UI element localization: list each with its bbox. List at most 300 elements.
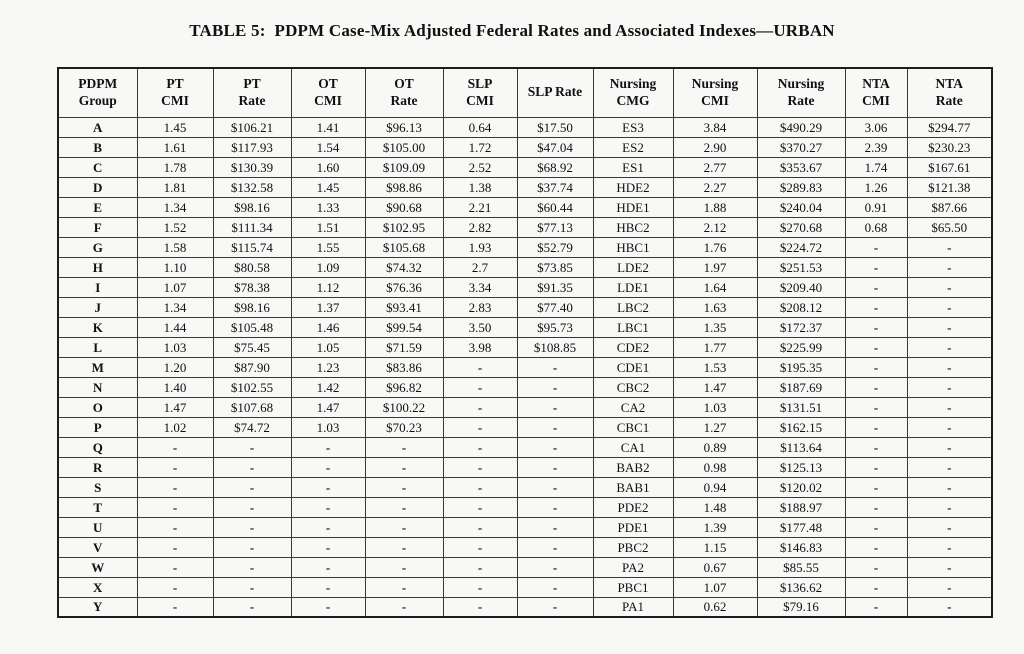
cell-ot-cmi: - [291,497,365,517]
cell-ot-cmi: 1.33 [291,197,365,217]
cell-nta-cmi: - [845,537,907,557]
cell-nursing-cmg: LDE1 [593,277,673,297]
table-row [58,457,992,477]
cell-ot-cmi: 1.05 [291,337,365,357]
cell-nursing-cmi: 1.47 [673,377,757,397]
cell-pt-cmi: - [137,597,213,617]
cell-nta-rate: $121.38 [907,177,992,197]
cell-nursing-cmg: CBC1 [593,417,673,437]
cell-nursing-cmi: 1.48 [673,497,757,517]
cell-ot-cmi: - [291,557,365,577]
cell-nta-cmi: - [845,517,907,537]
cell-nursing-cmg: PBC1 [593,577,673,597]
cell-ot-cmi: 1.55 [291,237,365,257]
table-row [58,277,992,297]
cell-pt-cmi: 1.44 [137,317,213,337]
table-row [58,317,992,337]
cell-slp-cmi: 1.93 [443,237,517,257]
cell-pdpm-group: X [58,577,137,597]
cell-slp-cmi: 3.50 [443,317,517,337]
table-row [58,197,992,217]
cell-nta-cmi: - [845,477,907,497]
cell-pt-rate: $98.16 [213,297,291,317]
cell-ot-rate: - [365,457,443,477]
cell-slp-cmi: 0.64 [443,117,517,137]
column-header-ot-rate: OT Rate [365,68,443,117]
cell-nta-rate: - [907,297,992,317]
cell-nta-rate: - [907,597,992,617]
cell-pt-rate: - [213,557,291,577]
cell-pt-rate: $115.74 [213,237,291,257]
cell-nta-rate: $87.66 [907,197,992,217]
cell-slp-cmi: 1.72 [443,137,517,157]
cell-nta-rate: - [907,237,992,257]
cell-nursing-rate: $162.15 [757,417,845,437]
cell-nta-cmi: - [845,317,907,337]
cell-pt-rate: $80.58 [213,257,291,277]
cell-nta-cmi: 0.91 [845,197,907,217]
cell-slp-rate: - [517,457,593,477]
cell-pdpm-group: B [58,137,137,157]
cell-ot-rate: $105.68 [365,237,443,257]
cell-slp-cmi: 2.52 [443,157,517,177]
cell-nursing-rate: $136.62 [757,577,845,597]
cell-pt-cmi: 1.78 [137,157,213,177]
cell-pt-cmi: 1.02 [137,417,213,437]
cell-ot-rate: $98.86 [365,177,443,197]
cell-ot-cmi: 1.23 [291,357,365,377]
cell-nursing-rate: $209.40 [757,277,845,297]
cell-pt-rate: $105.48 [213,317,291,337]
cell-nursing-rate: $208.12 [757,297,845,317]
cell-pdpm-group: Q [58,437,137,457]
cell-pdpm-group: R [58,457,137,477]
cell-pt-cmi: 1.40 [137,377,213,397]
table-row [58,517,992,537]
cell-slp-cmi: - [443,377,517,397]
cell-pt-cmi: 1.03 [137,337,213,357]
table-row [58,417,992,437]
cell-ot-rate: $90.68 [365,197,443,217]
cell-nursing-cmg: CDE2 [593,337,673,357]
cell-slp-cmi: 1.38 [443,177,517,197]
cell-pt-cmi: 1.10 [137,257,213,277]
cell-nursing-cmi: 2.77 [673,157,757,177]
cell-pdpm-group: G [58,237,137,257]
cell-pdpm-group: P [58,417,137,437]
table-row [58,217,992,237]
cell-nursing-cmg: HBC1 [593,237,673,257]
cell-nursing-cmi: 1.97 [673,257,757,277]
cell-ot-rate: $74.32 [365,257,443,277]
cell-pt-cmi: - [137,577,213,597]
cell-pt-cmi: 1.20 [137,357,213,377]
cell-pdpm-group: O [58,397,137,417]
cell-slp-cmi: 2.82 [443,217,517,237]
cell-nursing-rate: $172.37 [757,317,845,337]
cell-nursing-cmg: CA2 [593,397,673,417]
cell-ot-rate: - [365,557,443,577]
cell-nursing-cmg: ES3 [593,117,673,137]
cell-pt-cmi: 1.47 [137,397,213,417]
cell-nursing-cmi: 1.88 [673,197,757,217]
cell-nursing-rate: $490.29 [757,117,845,137]
cell-pt-cmi: - [137,497,213,517]
cell-slp-cmi: - [443,417,517,437]
cell-ot-cmi: 1.37 [291,297,365,317]
cell-nursing-cmi: 1.15 [673,537,757,557]
cell-pt-rate: $132.58 [213,177,291,197]
cell-ot-cmi: 1.47 [291,397,365,417]
cell-slp-cmi: 3.98 [443,337,517,357]
cell-ot-cmi: - [291,577,365,597]
table-row [58,117,992,137]
table-row [58,537,992,557]
cell-ot-cmi: - [291,597,365,617]
cell-ot-rate: $96.13 [365,117,443,137]
cell-slp-cmi: - [443,477,517,497]
cell-slp-cmi: - [443,397,517,417]
cell-slp-rate: $60.44 [517,197,593,217]
cell-slp-rate: $91.35 [517,277,593,297]
cell-ot-rate: - [365,577,443,597]
table-body [58,117,992,617]
cell-nursing-rate: $177.48 [757,517,845,537]
cell-slp-cmi: - [443,557,517,577]
cell-nursing-cmg: PDE2 [593,497,673,517]
cell-pt-rate: - [213,437,291,457]
cell-pt-rate: $102.55 [213,377,291,397]
cell-nta-rate: - [907,417,992,437]
cell-nta-cmi: - [845,377,907,397]
cell-slp-rate: $108.85 [517,337,593,357]
cell-slp-rate: - [517,597,593,617]
cell-ot-rate: - [365,497,443,517]
column-header-pdpm-group: PDPM Group [58,68,137,117]
cell-ot-cmi: 1.60 [291,157,365,177]
cell-nursing-rate: $251.53 [757,257,845,277]
cell-pdpm-group: F [58,217,137,237]
cell-nursing-cmg: LBC1 [593,317,673,337]
table-row [58,337,992,357]
cell-ot-rate: - [365,517,443,537]
cell-slp-cmi: 2.7 [443,257,517,277]
header-row [58,68,992,117]
cell-nursing-cmi: 1.53 [673,357,757,377]
cell-pt-rate: $87.90 [213,357,291,377]
cell-nursing-cmg: LBC2 [593,297,673,317]
cell-pdpm-group: C [58,157,137,177]
cell-pt-rate: $106.21 [213,117,291,137]
cell-nta-rate: - [907,337,992,357]
cell-pt-cmi: 1.52 [137,217,213,237]
cell-slp-rate: - [517,517,593,537]
cell-ot-cmi: 1.51 [291,217,365,237]
table-row [58,297,992,317]
column-header-pt-rate: PT Rate [213,68,291,117]
cell-nursing-cmi: 1.77 [673,337,757,357]
cell-pdpm-group: E [58,197,137,217]
cell-nta-cmi: - [845,497,907,517]
cell-ot-cmi: - [291,517,365,537]
cell-ot-cmi: 1.03 [291,417,365,437]
cell-nursing-rate: $195.35 [757,357,845,377]
cell-nta-rate: - [907,397,992,417]
cell-nta-cmi: - [845,437,907,457]
cell-nursing-cmg: PDE1 [593,517,673,537]
cell-nursing-cmg: LDE2 [593,257,673,277]
cell-slp-cmi: - [443,357,517,377]
cell-pt-rate: - [213,517,291,537]
cell-pdpm-group: K [58,317,137,337]
cell-nursing-rate: $370.27 [757,137,845,157]
column-header-nta-rate: NTA Rate [907,68,992,117]
cell-nursing-cmg: ES1 [593,157,673,177]
cell-pt-cmi: 1.34 [137,197,213,217]
cell-nursing-cmi: 0.62 [673,597,757,617]
cell-ot-cmi: 1.41 [291,117,365,137]
cell-nursing-rate: $353.67 [757,157,845,177]
cell-nursing-cmg: HDE2 [593,177,673,197]
cell-slp-cmi: - [443,597,517,617]
cell-nta-rate: - [907,317,992,337]
cell-nta-rate: - [907,497,992,517]
cell-nursing-cmi: 0.89 [673,437,757,457]
cell-pdpm-group: A [58,117,137,137]
cell-nta-rate: - [907,517,992,537]
cell-pt-cmi: - [137,457,213,477]
table-row [58,597,992,617]
cell-nursing-cmi: 0.98 [673,457,757,477]
cell-ot-rate: $96.82 [365,377,443,397]
cell-slp-rate: $17.50 [517,117,593,137]
cell-slp-cmi: - [443,537,517,557]
cell-pt-cmi: 1.61 [137,137,213,157]
column-header-pt-cmi: PT CMI [137,68,213,117]
cell-slp-cmi: 3.34 [443,277,517,297]
cell-pdpm-group: I [58,277,137,297]
column-header-slp-cmi: SLP CMI [443,68,517,117]
table-row [58,497,992,517]
cell-nta-cmi: - [845,397,907,417]
cell-nta-rate: - [907,477,992,497]
cell-pt-rate: $74.72 [213,417,291,437]
cell-slp-rate: $77.13 [517,217,593,237]
cell-nursing-cmg: BAB1 [593,477,673,497]
cell-pt-rate: $98.16 [213,197,291,217]
cell-pt-rate: $107.68 [213,397,291,417]
cell-ot-rate: $76.36 [365,277,443,297]
cell-ot-rate: $83.86 [365,357,443,377]
cell-slp-rate: - [517,417,593,437]
cell-pt-rate: $117.93 [213,137,291,157]
column-header-slp-rate: SLP Rate [517,68,593,117]
cell-pt-rate: - [213,537,291,557]
cell-nursing-cmi: 1.27 [673,417,757,437]
cell-pt-cmi: - [137,477,213,497]
cell-nursing-cmg: CA1 [593,437,673,457]
cell-nursing-cmi: 3.84 [673,117,757,137]
cell-nursing-cmg: PBC2 [593,537,673,557]
cell-ot-cmi: 1.09 [291,257,365,277]
cell-slp-rate: - [517,437,593,457]
cell-nursing-rate: $125.13 [757,457,845,477]
cell-nta-cmi: - [845,597,907,617]
cell-nursing-cmi: 1.76 [673,237,757,257]
cell-nta-cmi: - [845,337,907,357]
cell-nta-cmi: 2.39 [845,137,907,157]
cell-pt-rate: $78.38 [213,277,291,297]
cell-nta-cmi: 3.06 [845,117,907,137]
cell-slp-rate: - [517,377,593,397]
column-header-nursing-rate: Nursing Rate [757,68,845,117]
cell-ot-rate: $100.22 [365,397,443,417]
cell-pt-cmi: 1.07 [137,277,213,297]
cell-nursing-cmi: 1.64 [673,277,757,297]
cell-slp-rate: $47.04 [517,137,593,157]
cell-nursing-rate: $187.69 [757,377,845,397]
table-row [58,157,992,177]
cell-nursing-cmg: CBC2 [593,377,673,397]
cell-ot-rate: $93.41 [365,297,443,317]
cell-slp-rate: $37.74 [517,177,593,197]
cell-slp-cmi: - [443,517,517,537]
cell-nta-rate: $167.61 [907,157,992,177]
cell-pdpm-group: M [58,357,137,377]
cell-pdpm-group: U [58,517,137,537]
cell-nta-rate: - [907,257,992,277]
cell-nta-rate: - [907,457,992,477]
cell-ot-cmi: 1.54 [291,137,365,157]
table-row [58,477,992,497]
cell-pt-cmi: - [137,557,213,577]
cell-nta-rate: - [907,377,992,397]
cell-pdpm-group: T [58,497,137,517]
cell-slp-rate: $77.40 [517,297,593,317]
cell-slp-rate: - [517,497,593,517]
cell-ot-rate: $70.23 [365,417,443,437]
cell-nursing-cmg: HBC2 [593,217,673,237]
cell-nta-rate: - [907,357,992,377]
cell-nta-rate: - [907,437,992,457]
cell-nursing-cmg: HDE1 [593,197,673,217]
cell-slp-cmi: - [443,577,517,597]
cell-nursing-cmg: BAB2 [593,457,673,477]
cell-nursing-rate: $79.16 [757,597,845,617]
cell-nta-cmi: 1.74 [845,157,907,177]
cell-nta-cmi: - [845,457,907,477]
cell-nursing-cmi: 1.03 [673,397,757,417]
cell-pt-cmi: 1.81 [137,177,213,197]
cell-nursing-rate: $188.97 [757,497,845,517]
cell-nursing-cmg: PA2 [593,557,673,577]
cell-nursing-rate: $240.04 [757,197,845,217]
cell-pt-cmi: - [137,437,213,457]
column-header-nursing-cmi: Nursing CMI [673,68,757,117]
cell-ot-rate: $99.54 [365,317,443,337]
column-header-nursing-cmg: Nursing CMG [593,68,673,117]
cell-pt-cmi: 1.34 [137,297,213,317]
column-header-nta-cmi: NTA CMI [845,68,907,117]
cell-pdpm-group: N [58,377,137,397]
cell-nta-cmi: 1.26 [845,177,907,197]
cell-pdpm-group: Y [58,597,137,617]
cell-pt-cmi: - [137,537,213,557]
cell-slp-rate: $95.73 [517,317,593,337]
cell-slp-cmi: 2.21 [443,197,517,217]
cell-ot-rate: $109.09 [365,157,443,177]
cell-ot-cmi: 1.46 [291,317,365,337]
cell-pdpm-group: D [58,177,137,197]
cell-pdpm-group: L [58,337,137,357]
cell-nta-cmi: - [845,577,907,597]
cell-ot-rate: $102.95 [365,217,443,237]
cell-nursing-cmi: 2.12 [673,217,757,237]
cell-pt-rate: $130.39 [213,157,291,177]
cell-nursing-cmi: 1.39 [673,517,757,537]
cell-nta-rate: $65.50 [907,217,992,237]
cell-slp-rate: - [517,357,593,377]
cell-ot-cmi: 1.42 [291,377,365,397]
cell-nta-cmi: - [845,297,907,317]
cell-ot-rate: $71.59 [365,337,443,357]
cell-pdpm-group: V [58,537,137,557]
cell-nursing-rate: $85.55 [757,557,845,577]
cell-nursing-cmi: 1.35 [673,317,757,337]
cell-nta-rate: - [907,557,992,577]
cell-ot-cmi: - [291,477,365,497]
cell-nta-rate: - [907,277,992,297]
cell-nursing-cmi: 1.07 [673,577,757,597]
cell-nta-cmi: 0.68 [845,217,907,237]
cell-nta-rate: - [907,577,992,597]
table-row [58,257,992,277]
cell-ot-cmi: 1.12 [291,277,365,297]
cell-nursing-rate: $224.72 [757,237,845,257]
cell-nta-rate: $230.23 [907,137,992,157]
cell-pt-rate: - [213,497,291,517]
cell-ot-cmi: 1.45 [291,177,365,197]
cell-pt-rate: - [213,457,291,477]
cell-nta-rate: $294.77 [907,117,992,137]
table-row [58,377,992,397]
cell-nursing-rate: $131.51 [757,397,845,417]
cell-pt-cmi: 1.58 [137,237,213,257]
pdpm-rates-table [57,67,993,618]
table-row [58,357,992,377]
cell-pdpm-group: J [58,297,137,317]
cell-slp-rate: - [517,397,593,417]
cell-pt-rate: $111.34 [213,217,291,237]
cell-pt-rate: $75.45 [213,337,291,357]
cell-ot-rate: - [365,477,443,497]
cell-slp-rate: - [517,557,593,577]
cell-nursing-cmi: 2.90 [673,137,757,157]
cell-ot-rate: - [365,537,443,557]
cell-nta-cmi: - [845,357,907,377]
cell-ot-cmi: - [291,457,365,477]
table-row [58,397,992,417]
cell-pt-rate: - [213,577,291,597]
cell-slp-cmi: 2.83 [443,297,517,317]
column-header-ot-cmi: OT CMI [291,68,365,117]
cell-pt-rate: - [213,477,291,497]
cell-pdpm-group: S [58,477,137,497]
cell-slp-cmi: - [443,457,517,477]
cell-nursing-cmi: 0.94 [673,477,757,497]
cell-pdpm-group: H [58,257,137,277]
cell-pdpm-group: W [58,557,137,577]
